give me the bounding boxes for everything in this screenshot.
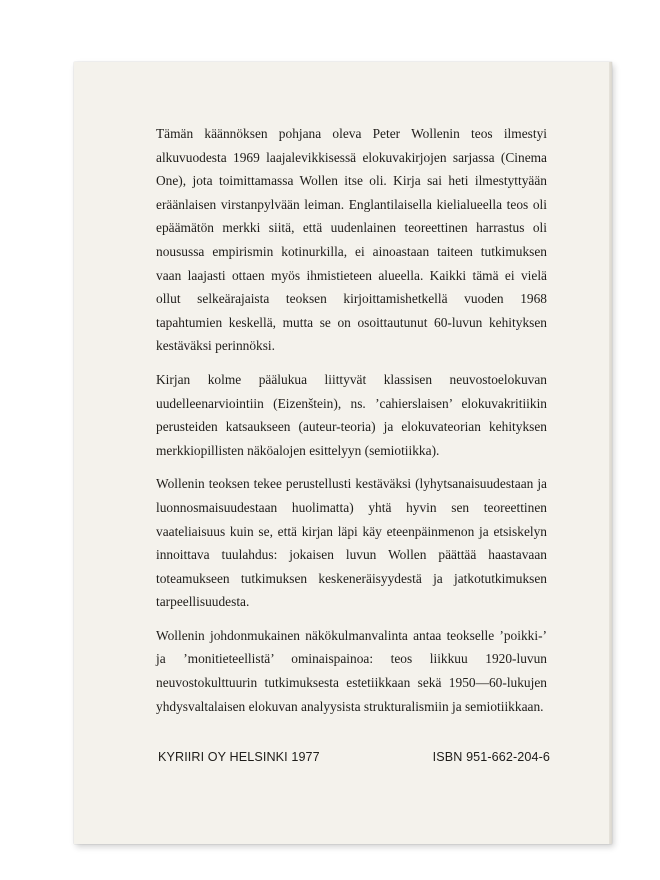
book-back-cover — [74, 62, 612, 844]
blurb-paragraph-2: Kirjan kolme päälukua liittyvät klassisen neuvostoelokuvan uudelleenarviointiin (Eizenštein), ns. ’cahierslaisen’ elokuvakritiikin perusteiden katsaukseen (auteur-teoria) ja elokuvateorian kehityksen merkkiopillisten näköalojen esittelyyn (semiotiikka). — [156, 371, 547, 458]
blurb-paragraph-3: Wollenin teoksen tekee perustellusti kestäväksi (lyhytsanaisuudestaan ja luonnosmaisuudestaan huolimatta) yhtä hyvin sen teoreettinen vaateliaisuus kuin se, että kirjan läpi käy eteenpäinmenon ja etsiskelyn innoittava tuulahdus: jokaisen luvun Wollen päättää haastavaan toteamukseen tutkimuksen keskeneräisyydestä ja jatkotutkimuksen tarpeellisuudesta. — [156, 476, 547, 610]
blurb-paragraph-1: Tämän käännöksen pohjana oleva Peter Wollenin teos ilmestyi alkuvuodesta 1969 laajalevikkisessä elokuvakirjojen sarjassa (Cinema One), jota toimittamassa Wollen itse oli. Kirja sai heti ilmestyttyään eräänlaisen virstanpylvään leiman. Englantilaisella kielialueella teos oli epäämätön merkki siitä, että uudenlainen teoreettinen harrastus oli nousussa empirismin kotinurkilla, ei ainoastaan taiteen tutkimuksen vaan laajasti ottaen myös ihmistieteen alueella. Kaikki tämä ei vielä ollut selkeärajaista teoksen kirjoittamishetkellä vuoden 1968 tapahtumien keskellä, mutta se on osoittautunut 60-luvun kehityksen kestäväksi perinnöksi. — [156, 126, 547, 354]
cover-edge — [609, 62, 612, 844]
blurb-text — [156, 122, 547, 728]
publisher-imprint: KYRIIRI OY HELSINKI 1977 — [158, 750, 320, 764]
isbn-number: ISBN 951-662-204-6 — [432, 750, 550, 764]
blurb-paragraph-4: Wollenin johdonmukainen näkökulmanvalinta antaa teokselle ’poikki-’ ja ’monitieteellistä’ ominaispainoa: teos liikkuu 1920-luvun neuvostokulttuurin tutkimuksesta estetiikkaan sekä 1950—60-lukujen yhdysvaltalaisen elokuvan analyysista strukturalismiin ja semiotiikkaan. — [156, 627, 547, 714]
